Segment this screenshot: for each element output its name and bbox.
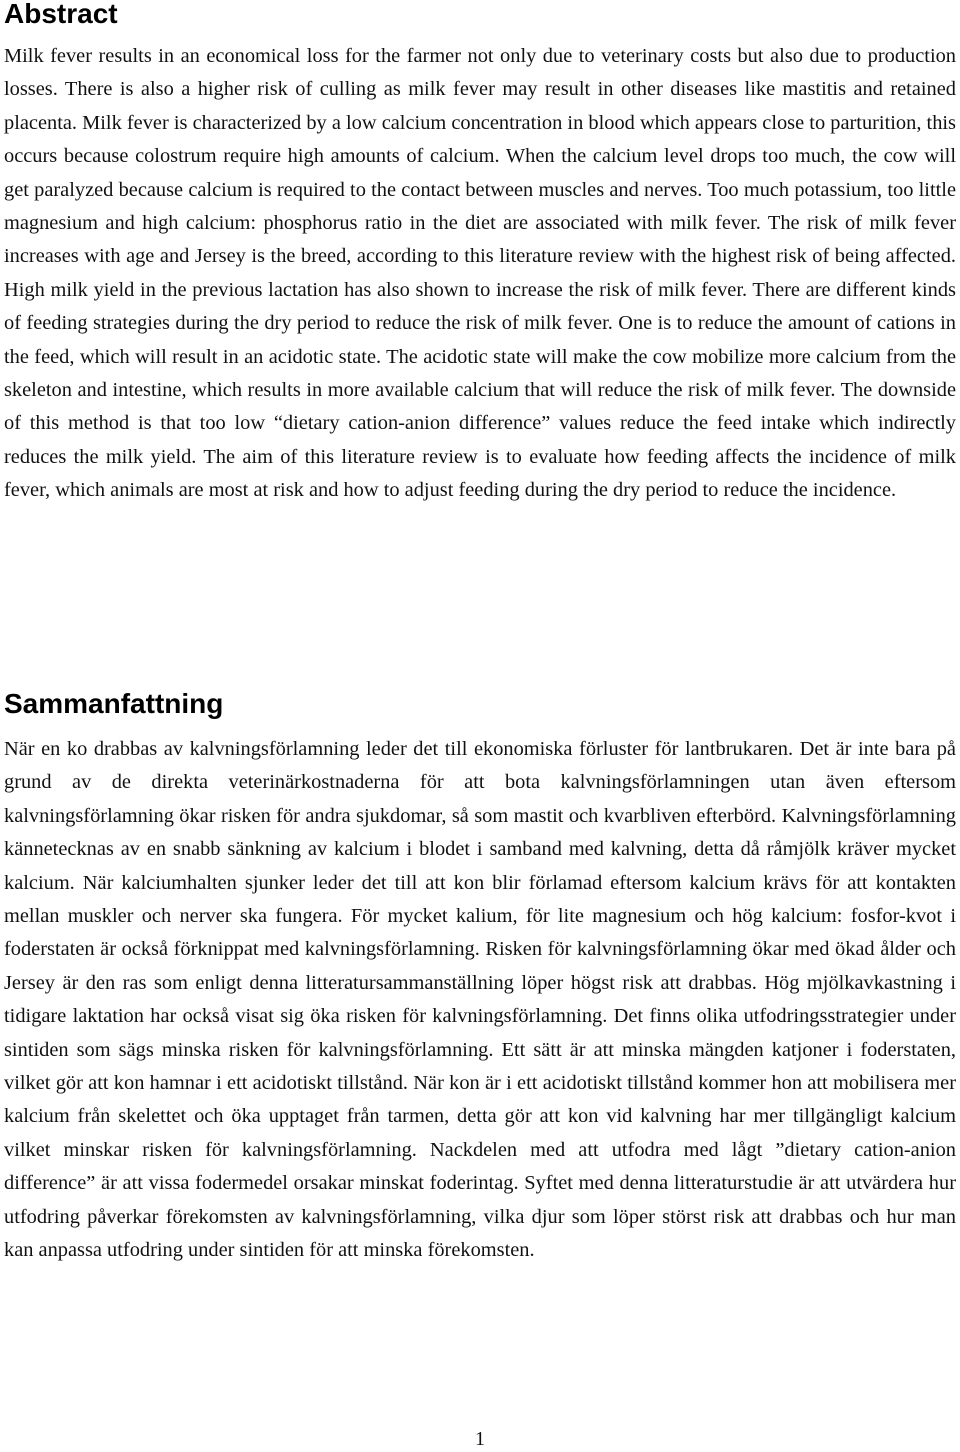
page-number: 1	[475, 1428, 485, 1450]
sammanfattning-heading: Sammanfattning	[4, 688, 224, 719]
abstract-heading: Abstract	[4, 0, 118, 29]
abstract-paragraph: Milk fever results in an economical loss for the farmer not only due to veterinary costs but also due to production losses. There is also a higher risk of culling as milk fever may result in other diseases like mastitis and retained placenta. Milk fever is characterized by a low calcium concentration in blood which appears close to parturition, this occurs because colostrum require high amounts of calcium. When the calcium level drops too much, the cow will get paralyzed because calcium is required to the contact between muscles and nerves. Too much potassium, too little magnesium and high calcium: phosphorus ratio in the diet are associated with milk fever. The risk of milk fever increases with age and Jersey is the breed, according to this literature review with the highest risk of being affected. High milk yield in the previous lactation has also shown to increase the risk of milk fever. There are different kinds of feeding strategies during the dry period to reduce the risk of milk fever. One is to reduce the amount of cations in the feed, which will result in an acidotic state. The acidotic state will make the cow mobilize more calcium from the skeleton and intestine, which results in more available calcium that will reduce the risk of milk fever. The downside of this method is that too low “dietary cation-anion difference” values reduce the feed intake which indirectly reduces the milk yield. The aim of this literature review is to evaluate how feeding affects the incidence of milk fever, which animals are most at risk and how to adjust feeding during the dry period to reduce the incidence.	[4, 45, 956, 502]
sammanfattning-paragraph: När en ko drabbas av kalvningsförlamning leder det till ekonomiska förluster för lantbrukaren. Det är inte bara på grund av de direkta veterinärkostnaderna för att bota kalvningsförlamningen utan även eftersom kalvningsförlamning ökar risken för andra sjukdomar, så som mastit och kvarbliven efterbörd. Kalvningsförlamning kännetecknas av en snabb sänkning av kalcium i blodet i samband med kalvning, detta då råmjölk kräver mycket kalcium. När kalciumhalten sjunker leder det till att kon blir förlamad eftersom kalcium krävs för att kontakten mellan muskler och nerver ska fungera. För mycket kalium, för lite magnesium och hög kalcium: fosfor-kvot i foderstaten är också förknippat med kalvningsförlamning. Risken för kalvningsförlamning ökar med ökad ålder och Jersey är den ras som enligt denna litteratursammanställning löper högst risk att drabbas. Hög mjölkavkastning i tidigare laktation har också visat sig öka risken för kalvningsförlamning. Det finns olika utfodringsstrategier under sintiden som sägs minska risken för kalvningsförlamning. Ett sätt är att minska mängden katjoner i foderstaten, vilket gör att kon hamnar i ett acidotiskt tillstånd. När kon är i ett acidotiskt tillstånd kommer hon att mobilisera mer kalcium från skelettet och öka upptaget från tarmen, detta gör att kon vid kalvning har mer tillgängligt kalcium vilket minskar risken för kalvningsförlamning. Nackdelen med att utfodra med lågt ”dietary cation-anion difference” är att vissa fodermedel orsakar minskat foderintag. Syftet med denna litteraturstudie är att utvärdera hur utfodring påverkar förekomsten av kalvningsförlamning, vilka djur som löper störst risk att drabbas och hur man kan anpassa utfodring under sintiden för att minska förekomsten.	[4, 738, 956, 1262]
